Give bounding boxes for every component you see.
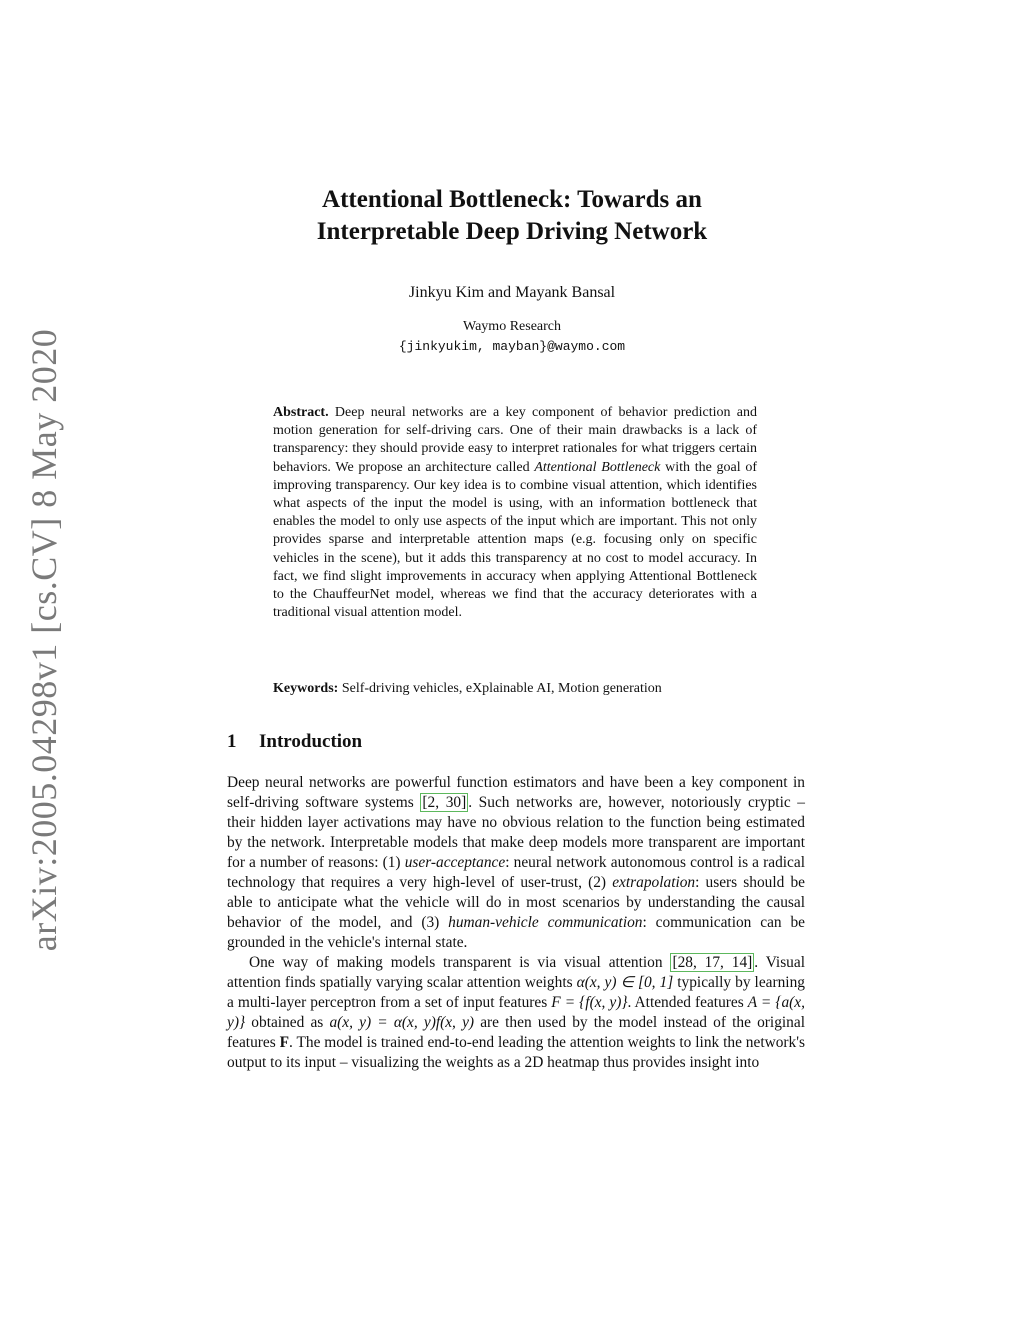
text-run: : neural network autonomous control is a radical technology that requires a very high-level of user-trust, (2) [227, 854, 805, 891]
title-line-1: Attentional Bottleneck: Towards an [322, 186, 702, 213]
title-line-2: Interpretable Deep Driving Network [316, 218, 708, 245]
paper-title [212, 184, 812, 248]
keywords-text: Self-driving vehicles, eXplainable AI, Motion generation [341, 681, 662, 696]
text-run: obtained as [251, 1014, 324, 1031]
emphasis-user-acceptance: user-acceptance [404, 854, 506, 871]
emphasis-extrapolation: extrapolation [612, 874, 696, 891]
abstract-text-1: Deep neural networks are a key component of behavior prediction and motion generation for self-driving cars. One of their main drawbacks is a lack of transparency: they should provide easy to interpret rationales for what triggers certain behaviors. We propose an architecture called [273, 405, 757, 475]
text-run: . The model is trained end-to-end leading the attention weights to link the network's output to its input – visualizing the weights as a 2D heatmap thus provides insight into [227, 1034, 805, 1071]
text-run: : users should be able to anticipate what the vehicle will do in most scenarios by understanding the causal behavior of the model, and (3) [227, 874, 805, 931]
emphasis-human-vehicle-communication: human-vehicle communication [448, 914, 643, 931]
text-run: Deep neural networks are powerful function estimators and have been a key component in self-driving software systems [227, 774, 805, 811]
citation-link[interactable]: [2, 30] [422, 794, 467, 811]
text-run: . Visual attention finds spatially varying scalar attention weights [227, 954, 805, 991]
text-run: are then used by the model instead of the original features [227, 1014, 805, 1051]
math-input-features: F = {f(x, y)} [551, 994, 628, 1011]
abstract-label: Abstract. [273, 405, 329, 420]
section-heading-introduction [227, 731, 362, 753]
authors: Jinkyu Kim and Mayank Bansal [408, 284, 616, 301]
citation-link[interactable]: [28, 17, 14] [672, 954, 753, 971]
abstract-emphasis: Attentional Bottleneck [534, 459, 661, 475]
text-run: typically by learning a multi-layer perceptron from a set of input features [227, 974, 805, 1011]
text-run: One way of making models transparent is via visual attention [249, 954, 663, 971]
math-attended-feature-definition: a(x, y) = α(x, y)f(x, y) [329, 1014, 475, 1031]
affiliation: Waymo Research [463, 319, 561, 334]
abstract [273, 404, 757, 622]
text-run: . Such networks are, however, notoriously cryptic – their hidden layer activations may have no obvious relation to the function being estimated by the network. Interpretable models that make deep models more transparent are important for a number of reasons: (1) [227, 794, 805, 871]
intro-paragraph-2 [227, 953, 805, 1073]
text-run: . Attended features [627, 994, 744, 1011]
intro-paragraph-1 [227, 773, 805, 953]
text-run: : communication can be grounded in the vehicle's internal state. [227, 914, 805, 951]
abstract-text-2: with the goal of improving transparency. Our key idea is to combine visual attention, which identifies what aspects of the input the model is using, with an information bottleneck that enables the model to only use aspects of the input which are important. This not only provides sparse and interpretable attention maps (e.g. focusing only on specific vehicles in the scene), but it adds this transparency at no cost to model accuracy. In fact, we find slight improvements in accuracy when applying Attentional Bottleneck to the ChauffeurNet model, whereas we find that the accuracy deteriorates with a traditional visual attention model. [273, 459, 758, 621]
section-title: Introduction [259, 731, 363, 752]
arxiv-identifier-stamp: arXiv:2005.04298v1 [cs.CV] 8 May 2020 [24, 328, 64, 952]
section-number: 1 [227, 731, 237, 752]
keywords-label: Keywords: [273, 681, 339, 696]
author-email: {jinkyukim, mayban}@waymo.com [398, 339, 626, 354]
math-attention-weights: α(x, y) ∈ [0, 1] [576, 974, 674, 991]
keywords [273, 680, 757, 698]
math-original-features: F [279, 1034, 290, 1051]
introduction-body [227, 773, 805, 1073]
math-attended-features: A = {a(x, y)} [227, 994, 805, 1031]
